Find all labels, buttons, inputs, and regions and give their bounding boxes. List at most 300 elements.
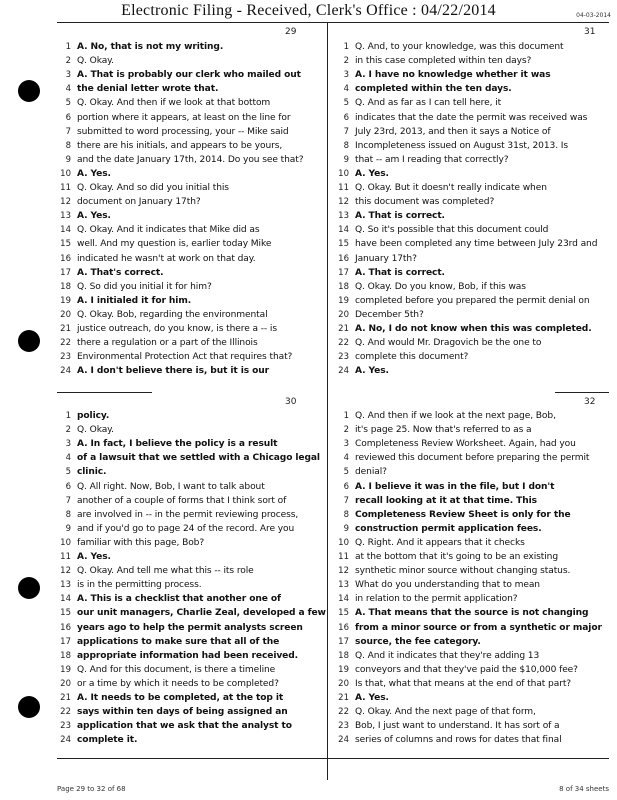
transcript-line (53, 125, 330, 139)
answer-text: A. That is probably our clerk who mailed out (77, 70, 301, 81)
bottom-rule (57, 758, 609, 759)
transcript-line (331, 167, 608, 181)
answer-text: A. I have no knowledge whether it was (355, 70, 551, 81)
line-number: 22 (60, 707, 71, 718)
question-text: indicates that the date the permit was received was (355, 112, 588, 123)
line-number: 9 (65, 154, 71, 165)
question-text: this document was completed? (355, 197, 495, 208)
transcript-line (53, 465, 330, 479)
answer-text: A. No, I do not know when this was completed. (355, 324, 592, 334)
line-number: 12 (338, 197, 349, 208)
question-text: indicated he wasn't at work on that day. (77, 253, 256, 264)
transcript-line (53, 606, 330, 620)
question-text: justice outreach, do you know, is there a -- is (77, 324, 277, 334)
transcript-line (331, 508, 608, 522)
question-text: have been completed any time between July 23rd and (355, 239, 598, 250)
question-text: in relation to the permit application? (355, 594, 518, 605)
question-text: and the date January 17th, 2014. Do you see that? (77, 154, 304, 165)
line-number: 2 (343, 425, 349, 436)
line-number: 12 (60, 566, 71, 577)
line-number: 17 (338, 636, 349, 647)
line-number: 16 (338, 622, 349, 633)
transcript-line (53, 308, 330, 322)
transcript-line (53, 364, 330, 378)
line-number: 24 (60, 735, 71, 746)
line-number: 18 (60, 281, 71, 292)
line-number: 18 (338, 650, 349, 661)
transcript-line (331, 96, 608, 110)
transcript-line (53, 592, 330, 606)
transcript-line (331, 691, 608, 705)
transcript-line (53, 550, 330, 564)
question-text: Q. Okay. (77, 56, 114, 67)
line-number: 10 (60, 537, 71, 548)
question-text: synthetic minor source without changing status. (355, 566, 571, 577)
transcript-line (331, 125, 608, 139)
line-number: 4 (343, 84, 349, 95)
line-number: 3 (343, 70, 349, 81)
transcript-line (53, 237, 330, 251)
transcript-line (331, 451, 608, 465)
line-number: 13 (338, 580, 349, 591)
line-number: 14 (60, 594, 71, 605)
question-text: completed before you prepared the permit denial on (355, 295, 590, 306)
transcript-line (53, 96, 330, 110)
line-number: 3 (65, 439, 71, 450)
line-number: 21 (338, 324, 349, 334)
line-number: 14 (338, 594, 349, 605)
transcript-line (53, 266, 330, 280)
answer-text: appropriate information had been received. (77, 650, 299, 661)
transcript-line (331, 494, 608, 508)
line-number: 22 (338, 338, 349, 349)
line-number: 1 (343, 42, 349, 52)
line-number: 6 (65, 112, 71, 123)
answer-text: A. That means that the source is not changing (355, 608, 589, 619)
transcript-line (53, 578, 330, 592)
line-number: 16 (338, 253, 349, 264)
line-number: 12 (338, 566, 349, 577)
transcript-line (331, 82, 608, 96)
transcript-line (331, 522, 608, 536)
question-text: Environmental Protection Act that requires that? (77, 352, 293, 363)
answer-text: completed within the ten days. (355, 84, 512, 95)
transcript-line (53, 536, 330, 550)
line-number: 15 (338, 608, 349, 619)
line-number: 20 (60, 309, 71, 320)
question-text: Q. All right. Now, Bob, I want to talk about (77, 481, 265, 492)
transcript-line (53, 451, 330, 465)
punch-hole (18, 577, 40, 599)
line-number: 18 (60, 650, 71, 661)
question-text: reviewed this document before preparing the permit (355, 453, 590, 464)
answer-text: A. I don't believe there is, but it is our (77, 366, 270, 377)
transcript-line (53, 649, 330, 663)
page-number: 32 (584, 397, 596, 407)
line-number: 2 (65, 425, 71, 436)
question-text: there are his initials, and appears to be yours, (77, 140, 283, 151)
line-number: 7 (343, 495, 349, 506)
line-number: 14 (60, 225, 71, 236)
page-number: 29 (285, 27, 297, 37)
transcript-line (331, 621, 608, 635)
transcript-line (331, 266, 608, 280)
transcript-line (53, 322, 330, 336)
line-number: 1 (65, 411, 71, 421)
line-number: 6 (343, 481, 349, 492)
page-number: 31 (584, 27, 596, 37)
line-number: 6 (343, 112, 349, 123)
question-text: Q. And would Mr. Dragovich be the one to (355, 338, 542, 349)
middle-rule-left (57, 392, 152, 393)
line-number: 10 (338, 537, 349, 548)
transcript-line (331, 423, 608, 437)
question-text: portion where it appears, at least on the line for (77, 112, 291, 123)
line-number: 1 (343, 411, 349, 421)
question-text: January 17th? (355, 253, 417, 264)
question-text: Q. Okay. But it doesn't really indicate when (355, 183, 547, 193)
question-text: are involved in -- in the permit reviewing process, (77, 509, 299, 520)
line-number: 16 (60, 622, 71, 633)
answer-text: A. It needs to be completed, at the top it (77, 693, 284, 703)
answer-text: construction permit application fees. (355, 523, 542, 534)
line-number: 16 (60, 253, 71, 264)
line-number: 6 (65, 481, 71, 492)
line-number: 23 (60, 721, 71, 732)
filing-header: Electronic Filing - Received, Clerk's Office : 04/22/2014 (121, 2, 496, 19)
line-number: 9 (343, 523, 349, 534)
question-text: Q. And for this document, is there a timeline (77, 664, 276, 675)
answer-text: source, the fee category. (355, 636, 481, 647)
transcript-line (331, 606, 608, 620)
transcript-line (53, 480, 330, 494)
transcript-line (331, 280, 608, 294)
question-text: Is that, what that means at the end of that part? (355, 678, 572, 689)
line-number: 5 (65, 98, 71, 109)
answer-text: A. Yes. (77, 552, 111, 562)
line-number: 21 (338, 693, 349, 703)
line-number: 10 (60, 168, 71, 179)
question-text: Q. Okay. And the next page of that form, (355, 707, 536, 718)
line-number: 11 (338, 552, 349, 562)
transcript-line (331, 68, 608, 82)
line-number: 20 (338, 678, 349, 689)
question-text: it's page 25. Now that's referred to as a (355, 425, 532, 436)
question-text: What do you understanding that to mean (355, 580, 540, 591)
answer-text: applications to make sure that all of the (77, 636, 280, 647)
answer-text: A. Yes. (77, 211, 111, 222)
answer-text: A. I believe it was in the file, but I don't (355, 481, 555, 492)
line-number: 14 (338, 225, 349, 236)
transcript-line (53, 522, 330, 536)
line-number: 23 (338, 721, 349, 732)
line-number: 8 (343, 140, 349, 151)
line-number: 19 (338, 664, 349, 675)
question-text: Q. Okay. And it indicates that Mike did as (77, 225, 260, 236)
answer-text: complete it. (77, 735, 138, 746)
transcript-line (331, 209, 608, 223)
transcript-line (53, 252, 330, 266)
transcript-line (53, 437, 330, 451)
question-text: Q. Okay. Bob, regarding the environmental (77, 309, 268, 320)
transcript-line (331, 677, 608, 691)
transcript-line (331, 592, 608, 606)
line-number: 3 (343, 439, 349, 450)
question-text: at the bottom that it's going to be an existing (355, 552, 559, 562)
line-number: 13 (60, 580, 71, 591)
question-text: Q. And then if we look at the next page, Bob, (355, 411, 556, 421)
transcript-line (53, 409, 330, 423)
line-number: 23 (60, 352, 71, 363)
transcript-line (53, 82, 330, 96)
answer-text: Completeness Review Sheet is only for the (355, 509, 571, 520)
line-number: 21 (60, 693, 71, 703)
line-number: 19 (60, 295, 71, 306)
transcript-line (53, 423, 330, 437)
transcript-line (331, 437, 608, 451)
line-number: 20 (60, 678, 71, 689)
question-text: December 5th? (355, 309, 424, 320)
transcript-line (53, 40, 330, 54)
answer-text: A. Yes. (355, 168, 389, 179)
question-text: Q. Okay. Do you know, Bob, if this was (355, 281, 526, 292)
transcript-line (331, 195, 608, 209)
line-number: 8 (343, 509, 349, 520)
line-number: 3 (65, 70, 71, 81)
line-number: 17 (338, 267, 349, 278)
middle-rule-right (555, 392, 609, 393)
transcript-line (331, 350, 608, 364)
transcript-line (53, 54, 330, 68)
line-number: 5 (343, 98, 349, 109)
answer-text: A. No, that is not my writing. (77, 42, 224, 52)
question-text: well. And my question is, earlier today Mike (77, 239, 272, 250)
footer-page-range: Page 29 to 32 of 68 (57, 785, 126, 793)
transcript-line (331, 578, 608, 592)
transcript-line (331, 635, 608, 649)
question-text: and if you'd go to page 24 of the record. Are you (77, 523, 295, 534)
answer-text: A. Yes. (77, 168, 111, 179)
line-number: 2 (65, 56, 71, 67)
question-text: Q. And as far as I can tell here, it (355, 98, 502, 109)
line-number: 22 (338, 707, 349, 718)
question-text: another of a couple of forms that I think sort of (77, 495, 287, 506)
transcript-line (53, 564, 330, 578)
line-number: 5 (65, 467, 71, 478)
line-number: 4 (65, 84, 71, 95)
transcript-line (53, 111, 330, 125)
question-text: is in the permitting process. (77, 580, 202, 591)
transcript-line (53, 209, 330, 223)
transcript-line (331, 480, 608, 494)
transcript-line (53, 663, 330, 677)
page-number: 30 (285, 397, 297, 407)
transcript-line (331, 322, 608, 336)
answer-text: A. In fact, I believe the policy is a result (77, 439, 278, 450)
answer-text: years ago to help the permit analysts screen (77, 622, 303, 633)
answer-text: A. That's correct. (77, 267, 164, 278)
question-text: Q. So it's possible that this document could (355, 225, 549, 236)
answer-text: policy. (77, 411, 110, 421)
transcript-line (331, 536, 608, 550)
transcript-line (53, 705, 330, 719)
transcript-line (53, 223, 330, 237)
line-number: 7 (65, 495, 71, 506)
line-number: 9 (343, 154, 349, 165)
transcript-line (331, 40, 608, 54)
question-text: conveyors and that they've paid the $10,000 fee? (355, 664, 578, 675)
transcript-line (53, 294, 330, 308)
answer-text: of a lawsuit that we settled with a Chicago legal (77, 453, 320, 464)
punch-hole (18, 80, 40, 102)
top-rule (57, 22, 609, 23)
transcript-line (53, 691, 330, 705)
question-text: familiar with this page, Bob? (77, 537, 205, 548)
answer-text: A. Yes. (355, 693, 389, 703)
line-number: 1 (65, 42, 71, 52)
transcript-line (331, 252, 608, 266)
line-number: 15 (338, 239, 349, 250)
answer-text: the denial letter wrote that. (77, 84, 219, 95)
question-text: series of columns and rows for dates that final (355, 735, 562, 746)
line-number: 2 (343, 56, 349, 67)
transcript-line (331, 111, 608, 125)
question-text: document on January 17th? (77, 197, 201, 208)
transcript-line (53, 350, 330, 364)
line-number: 5 (343, 467, 349, 478)
side-date-stamp: 04-03-2014 (576, 12, 611, 19)
transcript-line (331, 223, 608, 237)
question-text: or a time by which it needs to be completed? (77, 678, 279, 689)
question-text: Q. Okay. And tell me what this -- its role (77, 566, 254, 577)
transcript-line (331, 181, 608, 195)
question-text: Q. Okay. And then if we look at that bottom (77, 98, 271, 109)
line-number: 8 (65, 509, 71, 520)
line-number: 23 (338, 352, 349, 363)
transcript-line (53, 195, 330, 209)
transcript-line (53, 635, 330, 649)
question-text: that -- am I reading that correctly? (355, 154, 509, 165)
transcript-line (331, 564, 608, 578)
footer-sheet-count: 8 of 34 sheets (559, 785, 609, 793)
transcript-line (331, 465, 608, 479)
answer-text: A. That is correct. (355, 211, 445, 222)
transcript-line (331, 663, 608, 677)
line-number: 13 (338, 211, 349, 222)
answer-text: A. I initialed it for him. (77, 295, 192, 306)
line-number: 20 (338, 309, 349, 320)
line-number: 4 (65, 453, 71, 464)
transcript-line (331, 364, 608, 378)
line-number: 4 (343, 453, 349, 464)
line-number: 18 (338, 281, 349, 292)
line-number: 11 (60, 183, 71, 193)
question-text: there a regulation or a part of the Illinois (77, 338, 258, 349)
line-number: 15 (60, 239, 71, 250)
line-number: 13 (60, 211, 71, 222)
line-number: 12 (60, 197, 71, 208)
line-number: 17 (60, 267, 71, 278)
answer-text: clinic. (77, 467, 107, 478)
transcript-line (53, 719, 330, 733)
answer-text: says within ten days of being assigned an (77, 707, 288, 718)
question-text: submitted to word processing, your -- Mike said (77, 126, 289, 137)
question-text: complete this document? (355, 352, 469, 363)
transcript-line (331, 294, 608, 308)
line-number: 19 (60, 664, 71, 675)
line-number: 24 (338, 366, 349, 377)
line-number: 9 (65, 523, 71, 534)
transcript-line (331, 550, 608, 564)
question-text: Q. Okay. And so did you initial this (77, 183, 229, 193)
transcript-line (53, 139, 330, 153)
question-text: Q. Right. And it appears that it checks (355, 537, 525, 548)
question-text: Q. So did you initial it for him? (77, 281, 212, 292)
line-number: 11 (60, 552, 71, 562)
line-number: 22 (60, 338, 71, 349)
punch-hole (18, 696, 40, 718)
answer-text: recall looking at it at that time. This (355, 495, 537, 506)
transcript-line (331, 153, 608, 167)
transcript-line (331, 237, 608, 251)
question-text: Q. Okay. (77, 425, 114, 436)
line-number: 10 (338, 168, 349, 179)
punch-hole (18, 330, 40, 352)
question-text: Bob, I just want to understand. It has sort of a (355, 721, 560, 732)
answer-text: application that we ask that the analyst to (77, 721, 292, 732)
transcript-line (53, 494, 330, 508)
transcript-line (53, 336, 330, 350)
answer-text: A. That is correct. (355, 267, 445, 278)
transcript-line (331, 409, 608, 423)
question-text: July 23rd, 2013, and then it says a Notice of (355, 126, 551, 137)
transcript-line (331, 308, 608, 322)
question-text: Incompleteness issued on August 31st, 2013. Is (355, 140, 569, 151)
line-number: 11 (338, 183, 349, 193)
transcript-line (53, 677, 330, 691)
question-text: Completeness Review Worksheet. Again, had you (355, 439, 576, 450)
transcript-line (331, 705, 608, 719)
line-number: 7 (65, 126, 71, 137)
transcript-line (331, 54, 608, 68)
line-number: 19 (338, 295, 349, 306)
answer-text: A. This is a checklist that another one of (77, 594, 281, 605)
transcript-line (331, 719, 608, 733)
line-number: 21 (60, 324, 71, 334)
transcript-line (53, 68, 330, 82)
question-text: denial? (355, 467, 387, 478)
line-number: 24 (338, 735, 349, 746)
line-number: 7 (343, 126, 349, 137)
transcript-line (53, 280, 330, 294)
transcript-line (53, 508, 330, 522)
question-text: Q. And, to your knowledge, was this document (355, 42, 564, 52)
transcript-line (331, 733, 608, 747)
transcript-line (53, 733, 330, 747)
transcript-line (331, 649, 608, 663)
answer-text: from a minor source or from a synthetic or major (355, 622, 602, 633)
transcript-line (331, 139, 608, 153)
line-number: 17 (60, 636, 71, 647)
question-text: in this case completed within ten days? (355, 56, 532, 67)
line-number: 24 (60, 366, 71, 377)
line-number: 8 (65, 140, 71, 151)
transcript-line (53, 153, 330, 167)
transcript-line (53, 167, 330, 181)
transcript-line (53, 621, 330, 635)
transcript-line (331, 336, 608, 350)
line-number: 15 (60, 608, 71, 619)
